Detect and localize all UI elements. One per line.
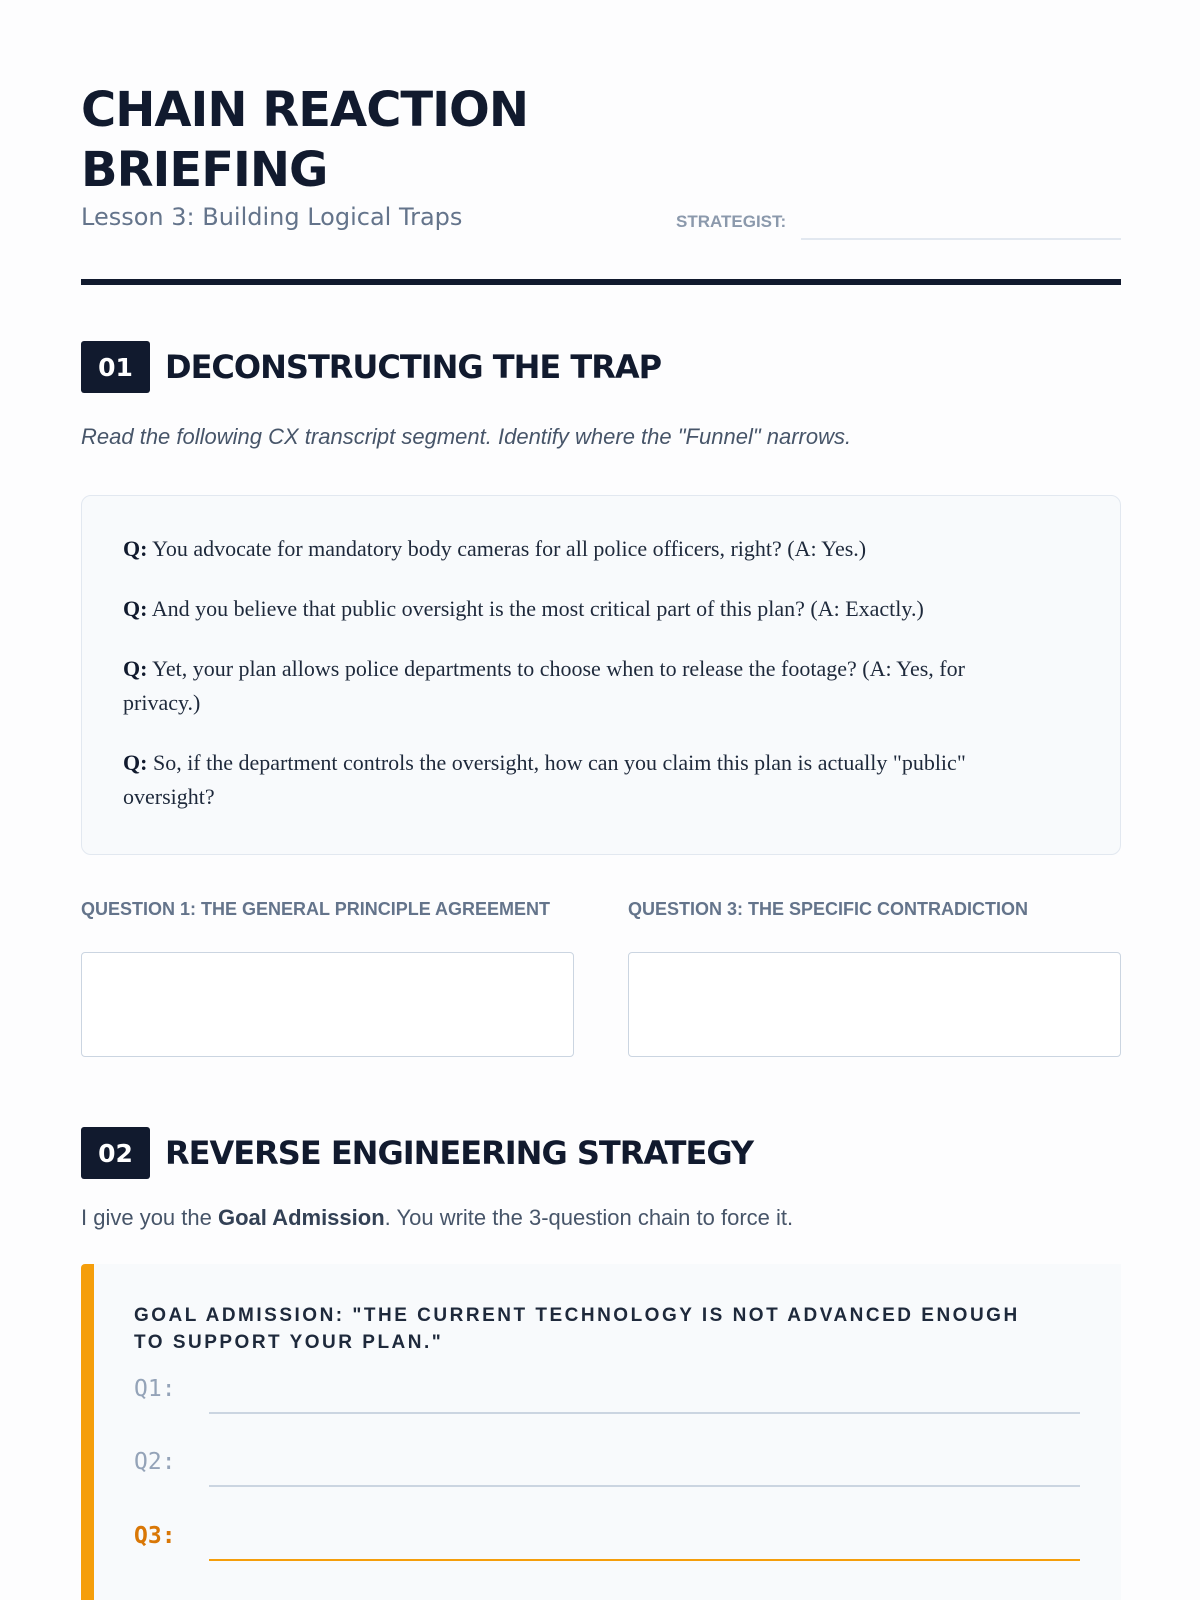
section-2-intro <box>81 1205 793 1231</box>
section-instructions: Read the following CX transcript segment. Identify where the "Funnel" narrows. <box>81 424 852 449</box>
cx-transcript-box <box>81 495 1121 855</box>
goal-admission-text: GOAL ADMISSION: "THE CURRENT TECHNOLOGY IS NOT ADVANCED ENOUGH TO SUPPORT YOUR PLAN." <box>134 1305 1020 1353</box>
transcript-line <box>123 652 1032 720</box>
intro-emphasis: Goal Admission <box>217 1205 385 1230</box>
section-number-badge: 01 <box>81 341 150 393</box>
question-3-answer-box[interactable] <box>628 952 1121 1057</box>
intro-text: . You write the 3-question chain to force it. <box>384 1205 794 1230</box>
chain-question-row <box>134 1443 1080 1487</box>
transcript-text: And you believe that public oversight is the most critical part of this plan? (A: Exactly.) <box>147 596 924 621</box>
section-1-heading <box>81 341 661 393</box>
question-1-answer-box[interactable] <box>81 952 574 1057</box>
question-1-label: QUESTION 1: THE GENERAL PRINCIPLE AGREEMENT <box>81 899 551 919</box>
question-3-label: QUESTION 3: THE SPECIFIC CONTRADICTION <box>628 899 1029 919</box>
question-marker: Q: <box>123 536 148 561</box>
transcript-text: So, if the department controls the oversight, how can you claim this plan is actually "public" oversight? <box>123 750 966 809</box>
section-title: REVERSE ENGINEERING STRATEGY <box>165 1134 754 1172</box>
chain-question-2-input[interactable] <box>209 1485 1080 1487</box>
transcript-line <box>123 746 1032 814</box>
chain-question-1-input[interactable] <box>209 1412 1080 1414</box>
lesson-subtitle: Lesson 3: Building Logical Traps <box>81 203 463 231</box>
transcript-line <box>123 592 1032 626</box>
title-line-1: CHAIN REACTION <box>81 82 528 138</box>
chain-question-row <box>134 1517 1080 1561</box>
chain-question-label: Q2: <box>134 1449 176 1475</box>
chain-question-3-input[interactable] <box>209 1559 1080 1561</box>
section-title: DECONSTRUCTING THE TRAP <box>165 348 662 386</box>
header-divider <box>81 279 1121 285</box>
section-number-badge: 02 <box>81 1127 150 1179</box>
chain-question-label: Q1: <box>134 1376 176 1402</box>
section-2-heading <box>81 1127 753 1179</box>
intro-text: I give you the <box>81 1205 218 1230</box>
question-marker: Q: <box>123 656 148 681</box>
transcript-text: Yet, your plan allows police departments to choose when to release the footage? (A: Yes, for privacy.) <box>123 656 965 715</box>
question-marker: Q: <box>123 750 148 775</box>
strategist-label: STRATEGIST: <box>676 212 787 231</box>
transcript-text: You advocate for mandatory body cameras for all police officers, right? (A: Yes.) <box>147 536 867 561</box>
question-marker: Q: <box>123 596 148 621</box>
chain-question-label: Q3: <box>134 1523 176 1549</box>
page-title <box>81 80 528 200</box>
strategist-name-field[interactable] <box>801 238 1121 240</box>
transcript-line <box>123 532 1032 566</box>
goal-admission-card <box>81 1264 1121 1600</box>
title-line-2: BRIEFING <box>81 142 328 198</box>
chain-question-row <box>134 1370 1080 1414</box>
